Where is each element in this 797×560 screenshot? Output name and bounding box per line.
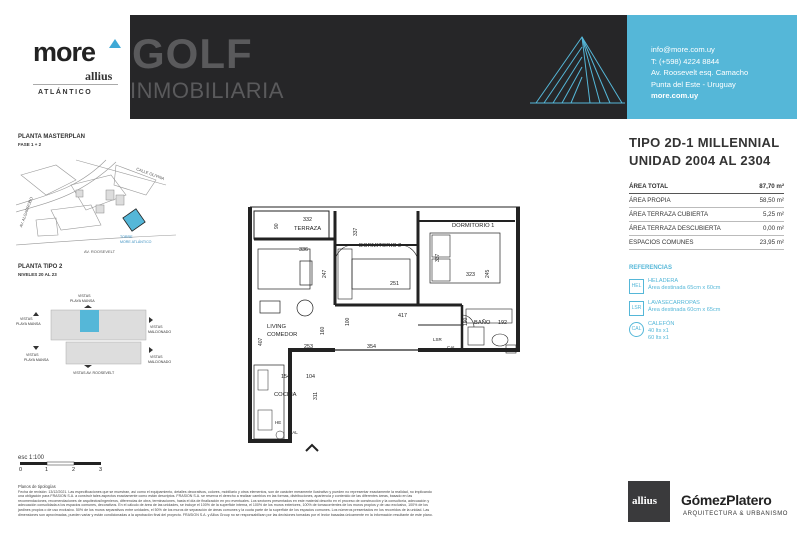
dim-336: 336: [299, 247, 308, 253]
unit-tipo: TIPO 2D-1 MILLENNIAL: [629, 135, 780, 150]
ref-cal-icon: CAL: [629, 322, 644, 337]
vistas-bottom-right: VISTAS: [150, 355, 163, 359]
atlantico-label: ATLÁNTICO: [38, 89, 93, 96]
contact-city: Punta del Este - Uruguay: [651, 79, 736, 89]
vistas-top-2: PLAYA MANSA: [70, 299, 95, 303]
vistas-bottom-left-2: PLAYA MANSA: [24, 358, 49, 362]
vistas-left-2: PLAYA MANSA: [16, 322, 41, 326]
area-row: ÁREA PROPIA 58,50 m²: [629, 194, 784, 208]
scale-tick-2: 2: [72, 467, 76, 473]
dim-253: 253: [304, 344, 313, 350]
inmobiliaria-wordmark: INMOBILIARIA: [130, 78, 284, 103]
room-terraza: TERRAZA: [294, 226, 322, 232]
area-table: [629, 180, 784, 250]
vistas-left: VISTAS: [20, 317, 33, 321]
vistas-bottom-left: VISTAS: [26, 353, 39, 357]
street-algarrobo: AV. ALGARROBO: [18, 196, 34, 228]
contact-address: Av. Roosevelt esq. Camacho: [651, 68, 749, 78]
dim-323: 323: [466, 272, 475, 278]
referencias-title: REFERENCIAS: [629, 265, 673, 271]
unit-unidad: UNIDAD 2004 AL 2304: [629, 153, 771, 168]
tag-cal-2: CAL: [289, 430, 298, 435]
ref-lsr-icon: LSR: [629, 301, 644, 316]
vistas-roosevelt: VISTAS AV. ROOSEVELT: [73, 371, 115, 375]
dim-104: 104: [306, 374, 315, 380]
tag-cal: CAL: [447, 345, 456, 350]
dim-245: 245: [485, 269, 491, 278]
area-row: ÁREA TERRAZA DESCUBIERTA 0,00 m²: [629, 222, 784, 236]
unit-title: [629, 134, 779, 170]
tower-label-2: MORE ATLÁNTICO: [120, 240, 152, 244]
dim-311: 311: [313, 392, 319, 400]
dim-192: 192: [498, 320, 507, 326]
street-roosevelt: AV. ROOSEVELT: [84, 249, 116, 254]
planta-tipo-niveles: NIVELES 20 AL 23: [18, 272, 57, 277]
masterplan-map: [16, 150, 176, 255]
scale-tick-1: 1: [45, 467, 49, 473]
allius-logo: allius: [85, 69, 113, 83]
tag-lsr: LSR: [433, 337, 442, 342]
planta-tipo-map: [16, 280, 176, 380]
room-cocina: COCINA: [274, 392, 297, 398]
contact-phone: T: (+598) 4224 8844: [651, 56, 720, 66]
area-row: ÁREA TERRAZA CUBIERTA 5,25 m²: [629, 208, 784, 222]
contact-email[interactable]: info@more.com.uy: [651, 45, 715, 54]
notes-title: Planos de tipologías: [18, 484, 56, 489]
area-row: ESPACIOS COMUNES 23,95 m²: [629, 236, 784, 250]
dim-332: 332: [303, 217, 312, 223]
gomez-platero-subtitle: ARQUITECTURA & URBANISMO: [683, 511, 789, 517]
tag-he: HE: [275, 420, 282, 425]
dim-190: 190: [463, 317, 469, 326]
scale-tick-0: 0: [19, 467, 23, 473]
room-bano: BAÑO: [474, 320, 491, 326]
golf-wordmark: GOLF: [132, 30, 253, 77]
vistas-right-2: MALDONADO: [148, 330, 172, 334]
street-olivina: CALLE OLIVINA: [135, 166, 166, 182]
notes-body: Fecha de revisión: 13/12/2021. Las especificaciones que se muestran, así como el equipamiento, detalles decorativos, colores, mobiliario y otros elementos, son de carácter meramente ilustrativo y pueden no representar exactamente la realidad, no implicando una obligación para FRASION S.A. a construir tales aspectos exactamente como están descriptos. FRASION S.A. se reserva el derecho a realizar cambios en las formas, distribuciones, apariencia y contenido de las diferentes áreas, basado en las recomendaciones, recomendaciones de arquitectos/ingenieros, diferencias de obra, terminaciones, hasta el día de finalización en pro eventuales. Los sectores presentados en este material descrito en el proceso de construcción y la consultoría, adecuación y adecuación consolidada a los espacios comunes, decorativos. En el cálculo de área de las unidades, se incluye el 100% de la superficie interna, el 100% de los muros exteriores, 100% de tomacorrientes de los muros propios y de uso exclusivo, 100% de los jardines propios o de uso exclusivo. 50% de los muros separativos entre unidades, el 50% de los muros de separación de áreas comunes y la cuota parte de la superficie de los espacios comunes. Los números presentados en los recorridos de la unidad. Las dimensiones son aproximadas, pueden variar y están condicionadas a la aprobación final del proyecto. FRASION S.A. y Allius Group no se responsabilizan por las decisiones tomadas por el lector basadas únicamente en la información resultante de este plano.: [18, 489, 433, 517]
ref-hel-icon: HEL: [629, 279, 644, 294]
planta-tipo-title: PLANTA TIPO 2: [18, 264, 63, 270]
contact-block: [651, 44, 748, 102]
masterplan-fase: FASE 1 + 2: [18, 142, 42, 147]
brand-triangle-icon: [109, 39, 121, 48]
area-row: ÁREA TOTAL 87,70 m²: [629, 180, 784, 194]
gomez-platero-logo: GómezPlatero: [681, 492, 772, 508]
contact-website[interactable]: more.com.uy: [651, 91, 699, 101]
dim-90: 90: [274, 223, 280, 229]
unit-highlight: [80, 310, 99, 332]
dim-154: 154: [281, 374, 290, 380]
disclaimer-notes: [18, 485, 438, 517]
tower-label: TORRE: [120, 235, 133, 239]
dim-407: 407: [258, 337, 264, 346]
room-dormitorio-2: DORMITORIO 2: [359, 243, 402, 249]
vistas-top: VISTAS: [78, 294, 91, 298]
scale-bar: [18, 461, 108, 469]
room-comedor: COMEDOR: [267, 332, 298, 338]
room-living: LIVING: [267, 324, 287, 330]
dim-247: 247: [322, 269, 328, 278]
scale-tick-3: 3: [99, 467, 103, 473]
dim-337a: 337: [353, 227, 359, 236]
dim-337b: 337: [435, 253, 441, 262]
brand-logo-more: more: [33, 37, 96, 67]
dim-100: 100: [345, 317, 351, 326]
dim-160: 160: [320, 326, 326, 335]
dim-251: 251: [390, 281, 399, 287]
vistas-right: VISTAS: [150, 325, 163, 329]
dim-354: 354: [367, 344, 376, 350]
room-dormitorio-1: DORMITORIO 1: [452, 223, 495, 229]
tower-highlight: [123, 209, 145, 231]
divider: [33, 84, 118, 85]
allius-footer-logo: allius: [628, 481, 670, 522]
scale-label: esc 1:100: [18, 455, 45, 461]
vistas-bottom-right-2: MALDONADO: [148, 360, 172, 364]
masterplan-title: PLANTA MASTERPLAN: [18, 134, 85, 140]
dim-417: 417: [398, 313, 407, 319]
